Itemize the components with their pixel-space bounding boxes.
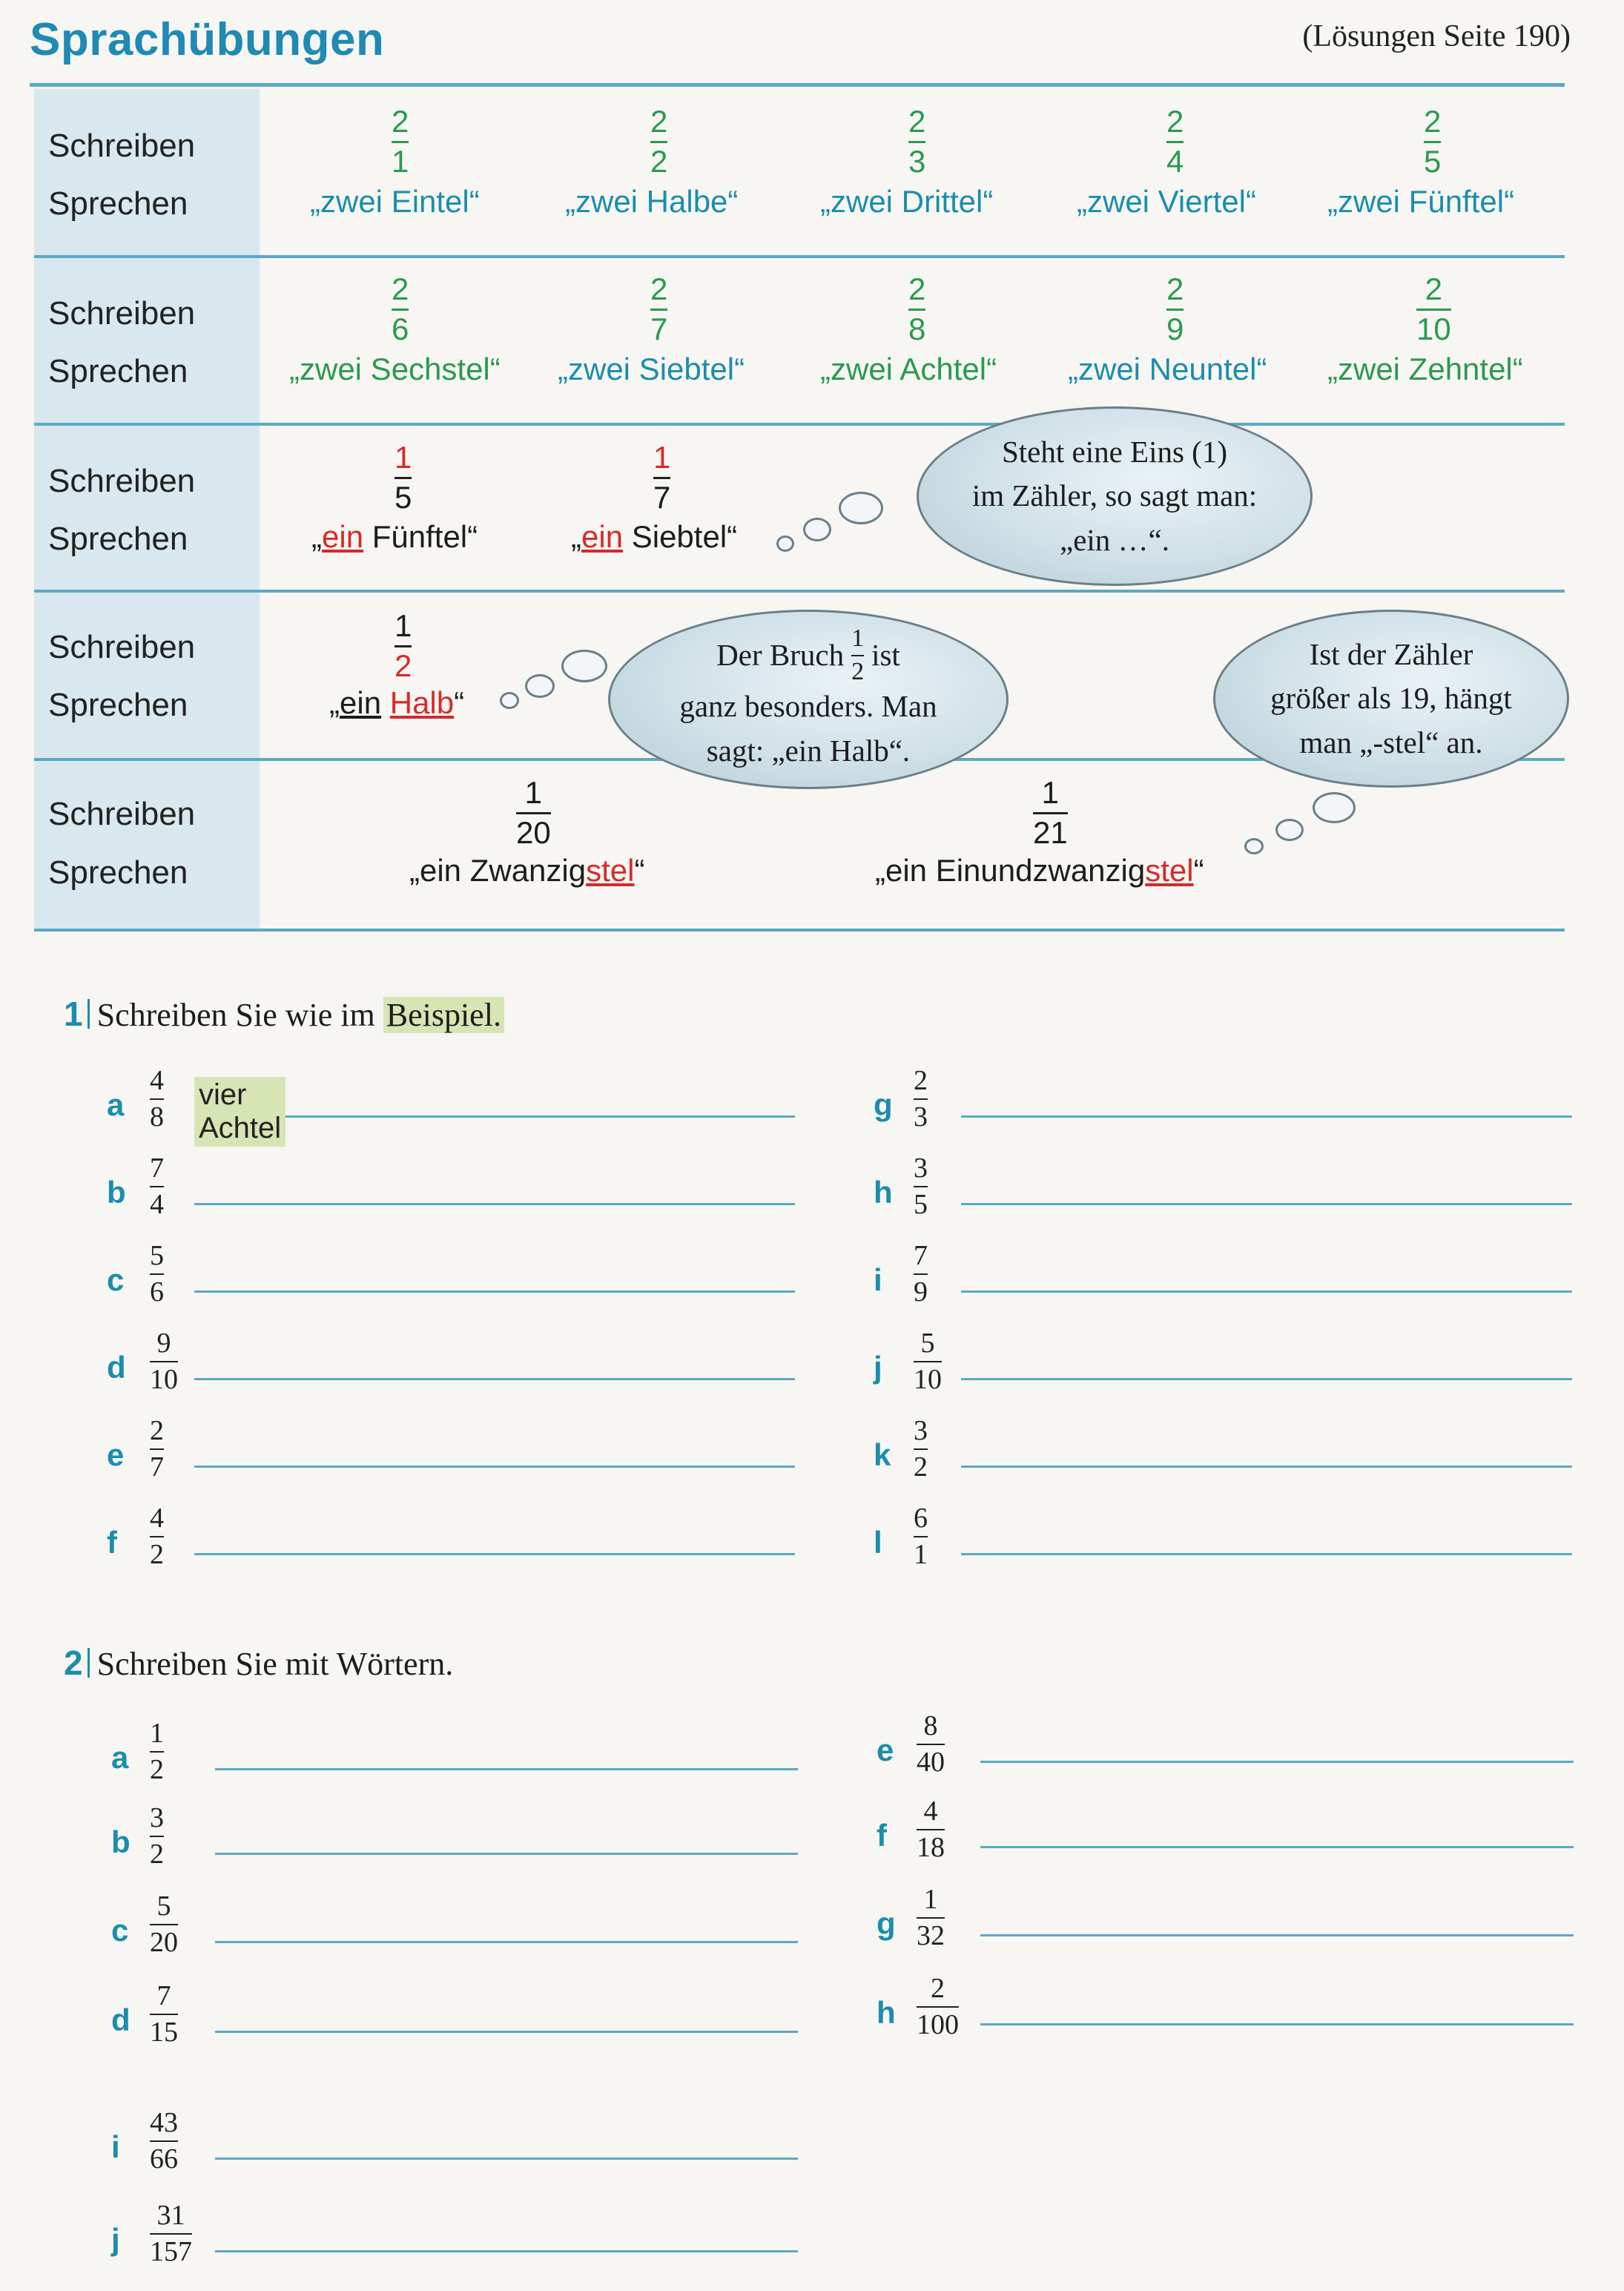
thought-bubble-halb: Der Bruch $\frac{1}{2}$ ist ganz besonders. Man sagt: „ein Halb“. <box>608 610 1009 789</box>
item-fraction: 8 40 <box>917 1710 945 1778</box>
answer-line[interactable] <box>215 1768 798 1770</box>
label-speak: Sprechen <box>48 185 188 222</box>
label-write: Schreiben <box>48 629 196 665</box>
spoken-form: „zwei Zehntel“ <box>1327 352 1523 386</box>
fraction: 2 3 <box>908 104 926 179</box>
fraction: 2 6 <box>392 271 409 346</box>
item-fraction: 7 4 <box>150 1153 164 1220</box>
item-letter: g <box>874 1087 893 1122</box>
answer-line[interactable] <box>215 2158 798 2160</box>
exercise-2-heading: 2 Schreiben Sie mit Wörtern. <box>64 1644 454 1682</box>
item-letter: h <box>874 1175 893 1210</box>
fraction: 1 21 <box>1033 775 1068 850</box>
spoken-form: „ein Halb“ <box>329 685 465 720</box>
spoken-form: „ein Zwanzigstel“ <box>409 853 645 888</box>
item-fraction: 3 2 <box>150 1802 164 1870</box>
label-write: Schreiben <box>48 796 196 832</box>
thought-dot <box>1313 792 1356 823</box>
item-fraction: 5 6 <box>150 1240 164 1308</box>
fraction: 1 2 <box>395 608 412 683</box>
answer-line[interactable] <box>194 1203 795 1205</box>
thought-dot <box>525 674 555 698</box>
label-speak: Sprechen <box>48 854 188 891</box>
answer-line[interactable] <box>194 1290 795 1293</box>
label-write: Schreiben <box>48 463 196 499</box>
spoken-form: „zwei Eintel“ <box>310 184 480 219</box>
exercise-1-title: Schreiben Sie wie im Beispiel. <box>97 997 504 1033</box>
answer-line[interactable] <box>980 1934 1574 1936</box>
thought-dot <box>561 650 607 682</box>
page-title: Sprachübungen <box>30 14 385 65</box>
spoken-form: „ein Siebtel“ <box>571 519 738 554</box>
solutions-reference: (Lösungen Seite 190) <box>1302 19 1571 53</box>
answer-line[interactable] <box>961 1378 1572 1380</box>
item-letter: h <box>877 1995 896 2030</box>
answer-line[interactable] <box>215 1941 798 1943</box>
spoken-form: „ein Einundzwanzigstel“ <box>875 853 1204 888</box>
thought-bubble-neunzehn: Ist der Zähler größer als 19, hängt man „-stel“ an. <box>1213 610 1569 788</box>
item-fraction: 1 2 <box>150 1718 164 1785</box>
answer-line[interactable] <box>194 1466 795 1468</box>
answer-line[interactable] <box>215 2031 798 2033</box>
thought-dot <box>803 518 831 541</box>
spoken-form: „zwei Achtel“ <box>820 352 997 386</box>
item-fraction: 2 3 <box>914 1065 928 1133</box>
answer-line[interactable] <box>961 1466 1572 1468</box>
fraction: 2 2 <box>650 104 668 179</box>
fraction: 2 10 <box>1416 271 1451 346</box>
header-rule <box>30 83 1565 87</box>
spoken-form: „ein Fünftel“ <box>311 519 478 554</box>
item-letter: l <box>874 1525 882 1560</box>
item-fraction: 31 157 <box>150 2200 192 2267</box>
spoken-form: „zwei Halbe“ <box>565 184 739 219</box>
item-fraction: 4 2 <box>150 1503 164 1570</box>
fraction: 1 7 <box>653 440 671 515</box>
fraction: 2 1 <box>392 104 409 179</box>
answer-line[interactable] <box>980 1761 1574 1763</box>
item-fraction: 7 15 <box>150 1980 178 2048</box>
item-fraction: 4 8 <box>150 1065 164 1133</box>
label-speak: Sprechen <box>48 353 188 389</box>
fraction: 1 5 <box>395 440 412 515</box>
item-letter: d <box>111 2002 131 2037</box>
answer-line[interactable] <box>215 1853 798 1855</box>
spoken-form: „zwei Drittel“ <box>820 184 994 219</box>
thought-dot <box>839 492 883 524</box>
table-rule <box>34 929 1565 932</box>
fraction: 2 7 <box>650 271 668 346</box>
item-fraction: 2 7 <box>150 1415 164 1483</box>
item-fraction: 7 9 <box>914 1240 928 1308</box>
spoken-form: „zwei Sechstel“ <box>289 352 501 386</box>
item-fraction: 43 66 <box>150 2107 178 2175</box>
label-speak: Sprechen <box>48 687 188 723</box>
spoken-form: „zwei Viertel“ <box>1077 184 1256 219</box>
exercise-2-title: Schreiben Sie mit Wörtern. <box>96 1646 454 1682</box>
table-rule <box>34 255 1565 258</box>
answer-line[interactable] <box>980 2023 1574 2025</box>
fraction: 2 8 <box>908 271 926 346</box>
spoken-form: „zwei Fünftel“ <box>1327 184 1515 219</box>
item-fraction: 9 10 <box>150 1328 178 1395</box>
thought-dot <box>500 692 519 709</box>
fraction: 2 4 <box>1166 104 1184 179</box>
item-fraction: 3 2 <box>914 1415 928 1483</box>
item-letter: d <box>107 1350 126 1385</box>
item-fraction: 1 32 <box>917 1884 945 1951</box>
item-letter: i <box>111 2129 120 2164</box>
fraction: 2 5 <box>1424 104 1442 179</box>
label-write: Schreiben <box>48 295 196 332</box>
item-fraction: 3 5 <box>914 1153 928 1220</box>
item-fraction: 2 100 <box>917 1973 959 2040</box>
item-letter: c <box>107 1262 125 1297</box>
item-letter: a <box>107 1087 125 1122</box>
thought-dot <box>1275 819 1304 841</box>
item-fraction: 6 1 <box>914 1503 928 1570</box>
table-rule <box>34 423 1565 426</box>
item-fraction: 4 18 <box>917 1796 945 1863</box>
item-letter: b <box>111 1824 131 1859</box>
example-answer: vier Achtel <box>194 1077 285 1147</box>
item-fraction: 5 10 <box>914 1328 942 1395</box>
fraction: 1 20 <box>516 775 551 850</box>
fraction: 2 9 <box>1166 271 1184 346</box>
label-write: Schreiben <box>48 128 196 164</box>
label-speak: Sprechen <box>48 521 188 557</box>
item-letter: k <box>874 1437 891 1472</box>
spoken-form: „zwei Siebtel“ <box>558 352 745 386</box>
table-rule <box>34 590 1565 593</box>
item-letter: g <box>877 1906 896 1941</box>
item-letter: e <box>107 1437 125 1472</box>
exercise-1-heading: 1 Schreiben Sie wie im Beispiel. <box>64 994 504 1034</box>
spoken-form: „zwei Neuntel“ <box>1068 352 1267 386</box>
answer-line[interactable] <box>961 1290 1572 1293</box>
item-letter: b <box>107 1175 126 1210</box>
answer-line[interactable] <box>215 2250 798 2252</box>
item-letter: i <box>874 1262 882 1297</box>
item-letter: j <box>874 1350 882 1385</box>
answer-line[interactable] <box>961 1115 1572 1118</box>
answer-line[interactable] <box>980 1846 1574 1848</box>
thought-bubble-eins: Steht eine Eins (1) im Zähler, so sagt man: „ein …“. <box>917 406 1313 586</box>
answer-line[interactable] <box>194 1553 795 1555</box>
item-letter: j <box>111 2222 120 2257</box>
thought-dot <box>776 535 794 552</box>
item-letter: f <box>107 1525 117 1560</box>
item-letter: e <box>877 1733 894 1767</box>
answer-line[interactable] <box>194 1378 795 1380</box>
item-letter: c <box>111 1913 129 1948</box>
item-fraction: 5 20 <box>150 1891 178 1958</box>
item-letter: f <box>877 1818 887 1853</box>
answer-line[interactable] <box>961 1203 1572 1205</box>
thought-dot <box>1244 838 1264 854</box>
answer-line[interactable] <box>961 1553 1572 1555</box>
item-letter: a <box>111 1740 129 1775</box>
